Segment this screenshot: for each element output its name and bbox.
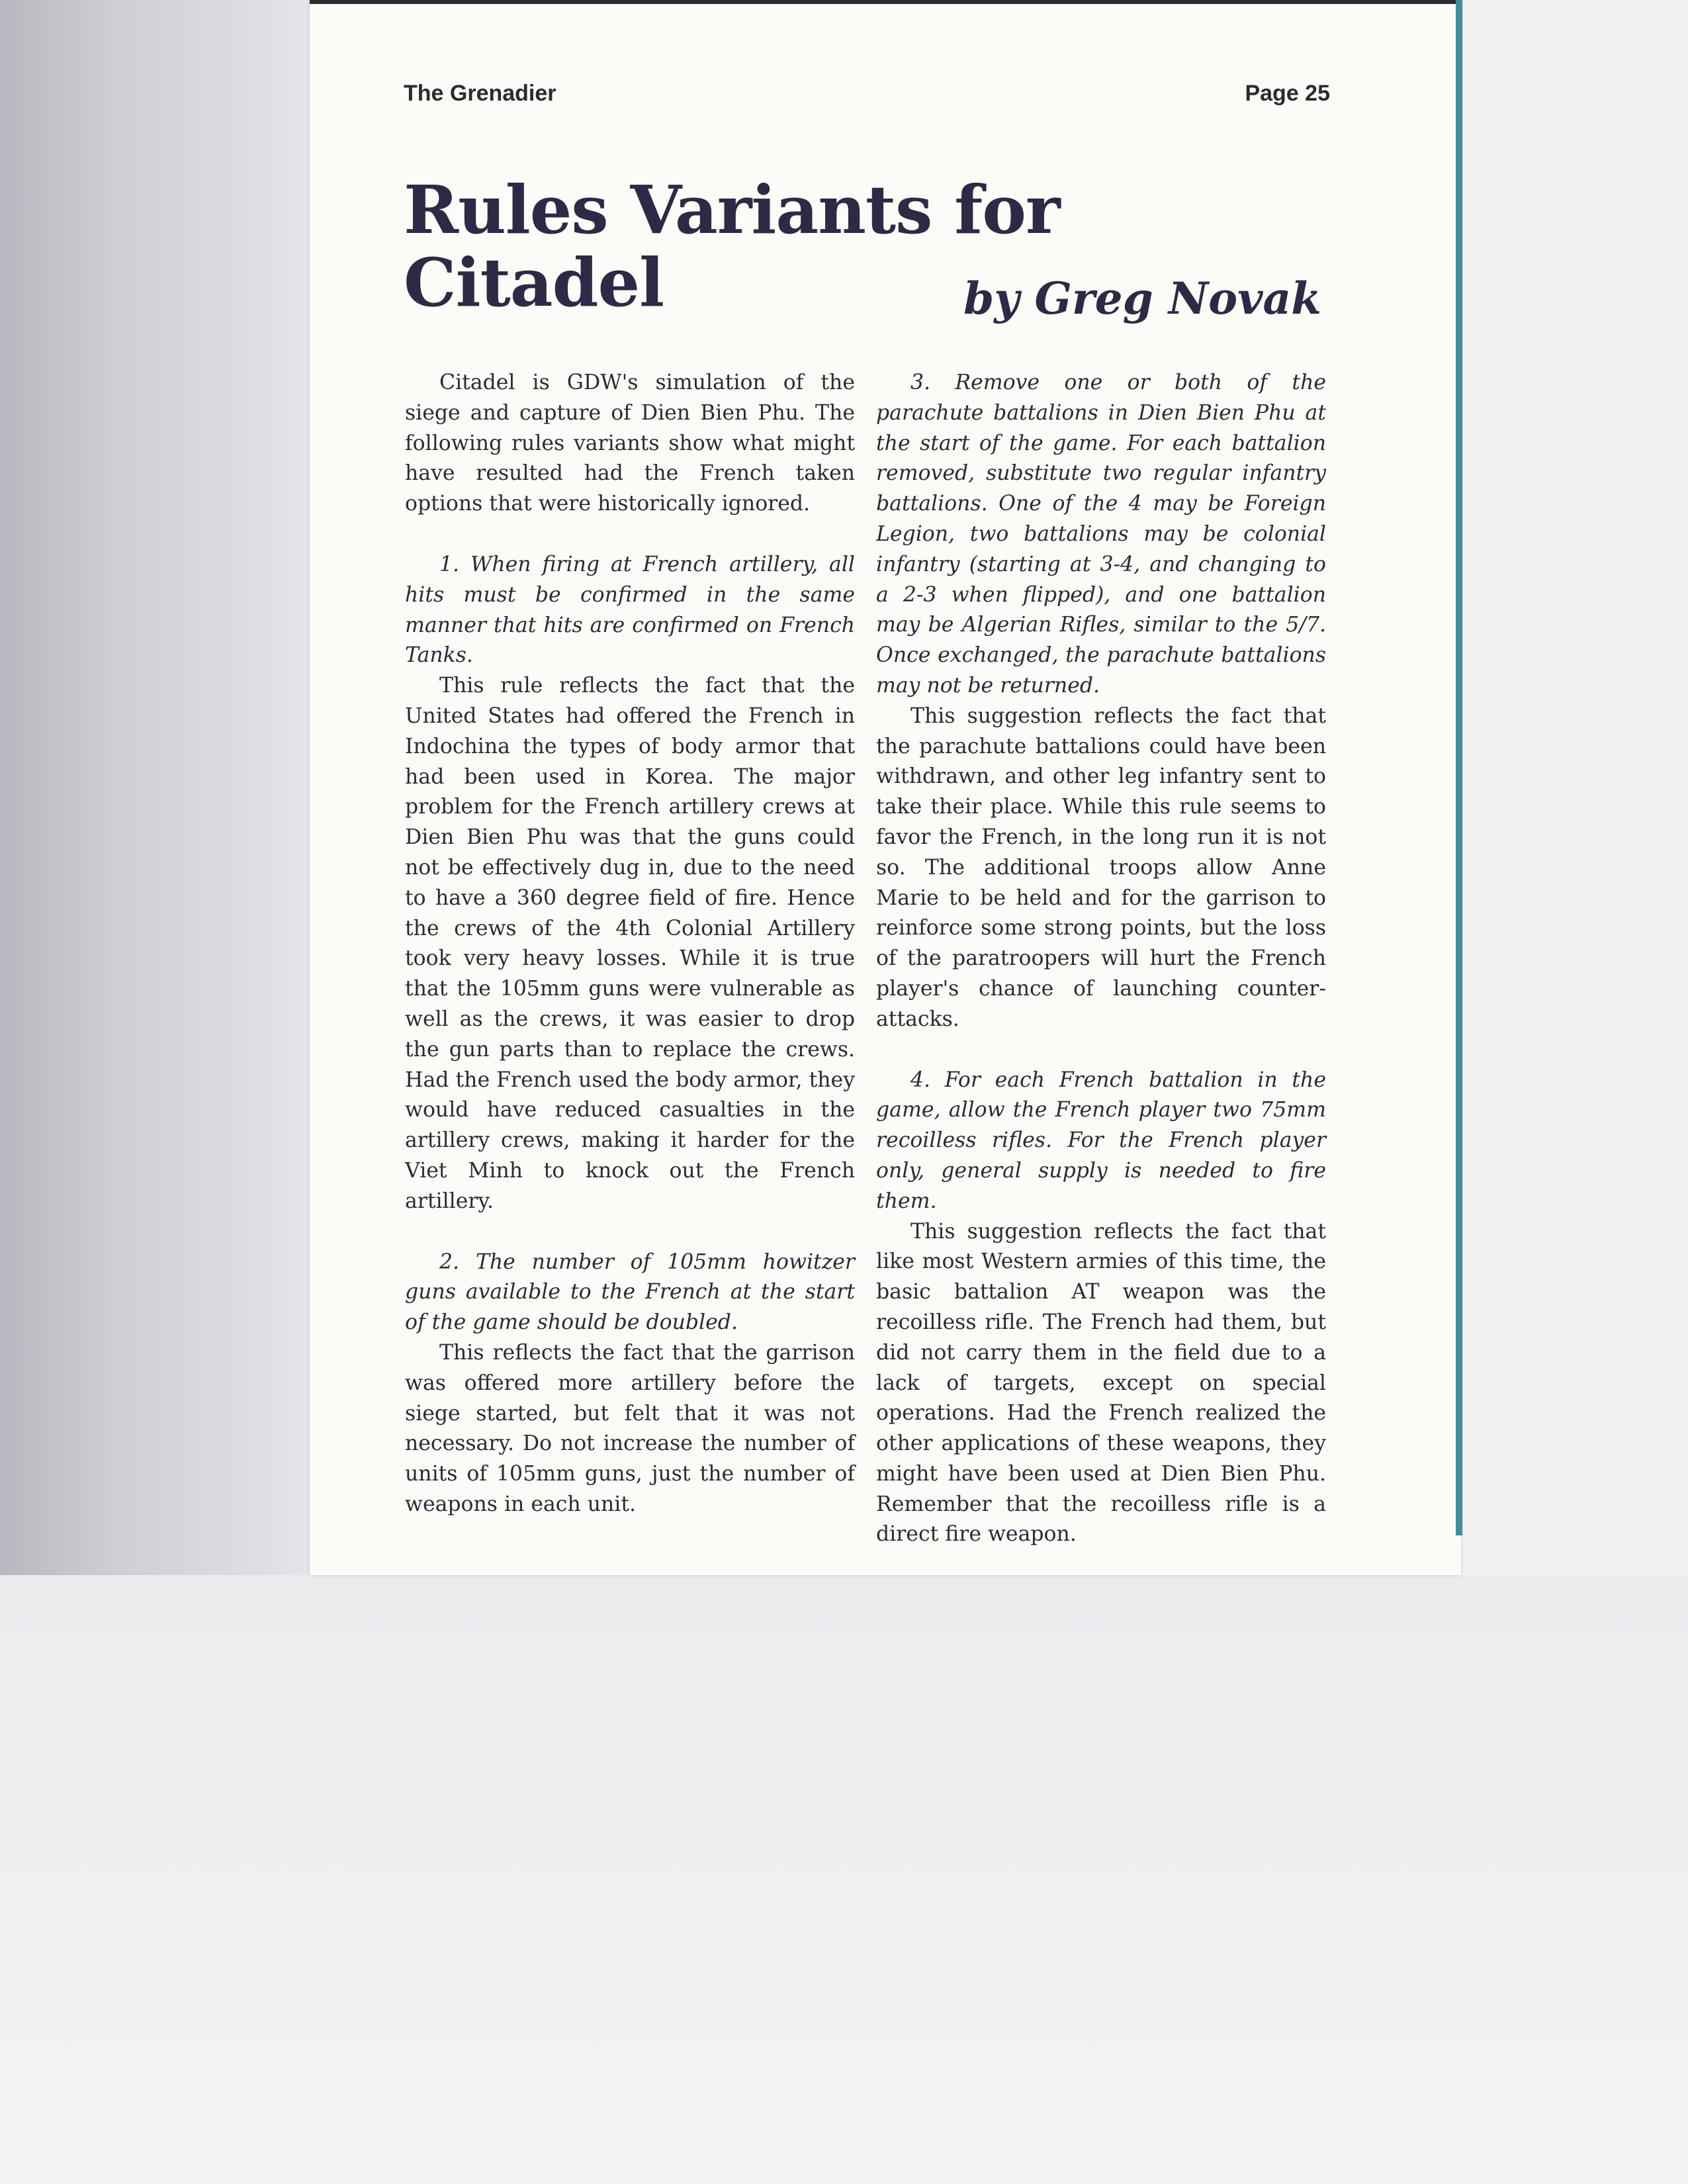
rule-3-commentary: This suggestion reflects the fact that the parachute battalions could have been withdrawn, and other leg infantry sent to take their place. While this rule seems to favor the French, in the long run it is not so. The additional troops allow Anne Marie to be held and for the garrison to reinforce some strong points, but the loss of the paratroopers will hurt the French player's chance of launching counter-attacks. [876, 704, 1326, 1031]
rule-2: 2. The number of 105mm howitzer guns available to the French at the start of the game should be doubled. [405, 1250, 855, 1335]
article-byline: by Greg Novak [963, 273, 1321, 324]
rule-1: 1. When firing at French artillery, all hits must be confirmed in the same manner that hits are confirmed on French Tanks. [405, 552, 855, 668]
text-column-left [405, 368, 855, 1520]
scan-background-bottom [0, 1575, 1688, 2184]
intro-paragraph: Citadel is GDW's simulation of the siege and capture of Dien Bien Phu. The following rules variants show what might have resulted had the French taken options that were historically ignored. [405, 371, 855, 516]
journal-name: The Grenadier [404, 81, 556, 106]
rule-2-commentary: This reflects the fact that the garrison was offered more artillery before the siege started, but felt that it was not necessary. Do not increase the number of units of 105mm guns, just the number of weapons in each unit. [405, 1340, 855, 1516]
page-number: Page 25 [1245, 81, 1330, 106]
rule-4: 4. For each French battalion in the game, allow the French player two 75mm recoilless rifles. For the French player only, general supply is needed to fire them. [876, 1068, 1326, 1213]
article-title: Rules Variants for Citadel [404, 171, 1060, 322]
page-top-edge [310, 0, 1461, 4]
rule-1-commentary: This rule reflects the fact that the United States had offered the French in Indochina the types of body armor that had been used in Korea. The major problem for the French artillery crews at Dien Bien Phu was that the guns could not be effectively dug in, due to the need to have a 360 degree field of fire. Hence the crews of the 4th Colonial Artillery took very heavy losses. While it is true that the 105mm guns were vulnerable as well as the crews, it was easier to drop the gun parts than to replace the crews. Had the French used the body armor, they would have reduced casualties in the artillery crews, making it harder for the Viet Minh to knock out the French artillery. [405, 674, 855, 1213]
page-spine-edge [1456, 0, 1462, 1535]
rule-3: 3. Remove one or both of the parachute battalions in Dien Bien Phu at the start of the game. For each battalion removed, substitute two regular infantry battalions. One of the 4 may be Foreign Legion, two battalions may be colonial infantry (starting at 3-4, and changing to a 2-3 when flipped), and one battalion may be Algerian Rifles, similar to the 5/7. Once exchanged, the parachute battalions may not be returned. [876, 371, 1326, 698]
rule-4-commentary: This suggestion reflects the fact that like most Western armies of this time, the basic battalion AT weapon was the recoilless rifle. The French had them, but did not carry them in the field due to a lack of targets, except on special operations. Had the French realized the other applications of these weapons, they might have been used at Dien Bien Phu. Remember that the recoilless rifle is a direct fire weapon. [876, 1219, 1326, 1547]
text-column-right [876, 368, 1326, 1550]
